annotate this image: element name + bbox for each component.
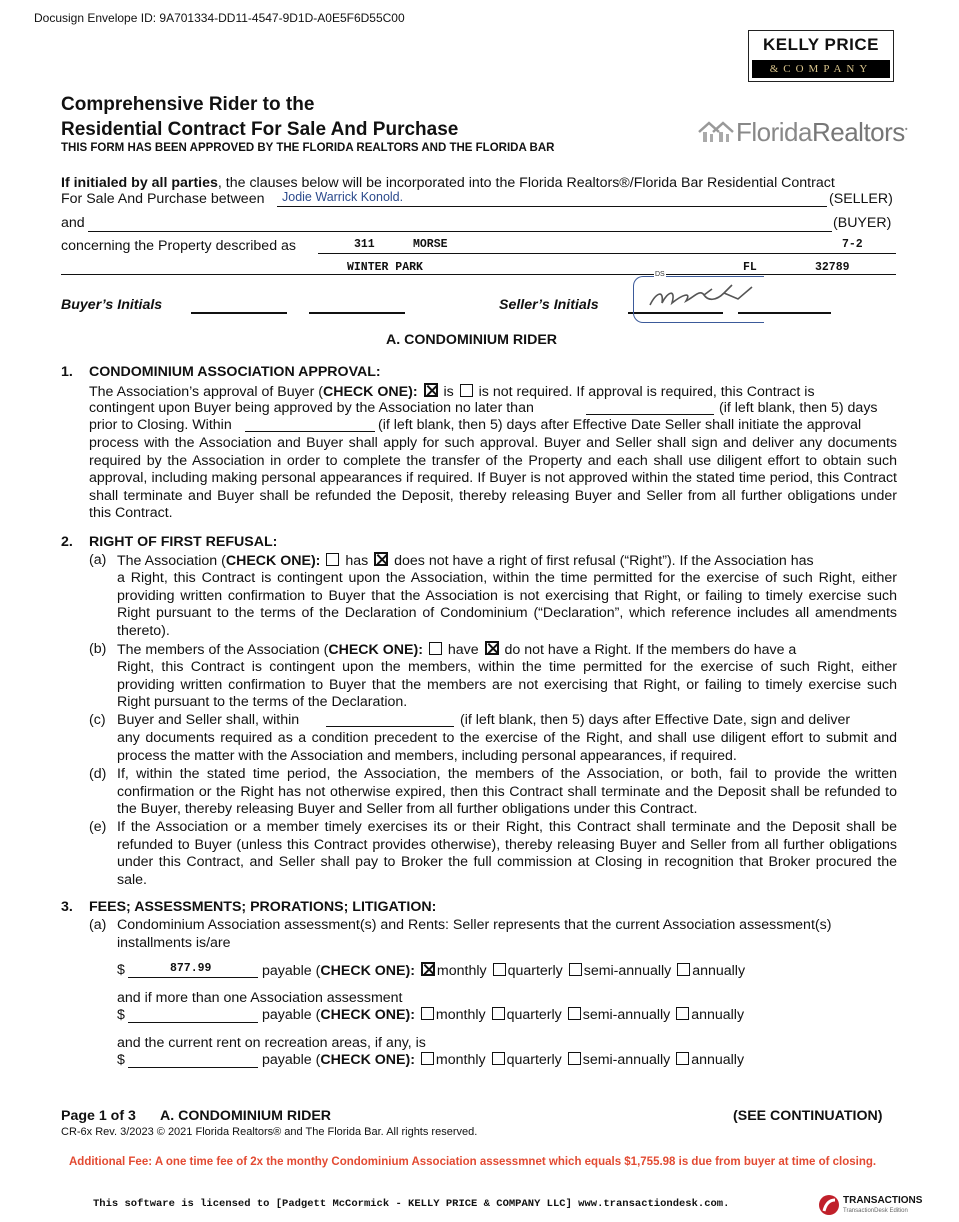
assessment2-amount-field[interactable] <box>128 1022 258 1023</box>
s1-title: CONDOMINIUM ASSOCIATION APPROVAL: <box>89 364 381 380</box>
s2a-l1c: has <box>345 553 369 569</box>
assessment1-monthly-checkbox[interactable] <box>421 962 435 976</box>
check-one-label: CHECK ONE): <box>320 1052 415 1068</box>
s3a-label: (a) <box>89 917 107 933</box>
buyer-initials-label: Buyer’s Initials <box>61 297 163 313</box>
s2b-l1a: The members of the Association ( <box>117 642 329 658</box>
assessment1-semiannual-checkbox[interactable] <box>569 963 582 976</box>
rec-semiannual-checkbox[interactable] <box>568 1052 581 1065</box>
intro-lead-bold: If initialed by all parties <box>61 175 218 191</box>
page-number: Page 1 of 3 <box>61 1108 136 1124</box>
s1-l2a: contingent upon Buyer being approved by the Association no later than <box>89 400 534 416</box>
intro-line-1 <box>61 175 835 193</box>
property-line-1[interactable] <box>318 253 896 254</box>
seller-tag: (SELLER) <box>829 191 893 207</box>
s1-l2b: (if left blank, then 5) days <box>719 400 878 416</box>
s2c-l1a: Buyer and Seller shall, within <box>117 712 300 728</box>
monthly-label: monthly <box>435 1052 486 1068</box>
s1-number: 1. <box>61 364 73 380</box>
assessment1-dollar: $ <box>117 962 125 978</box>
assessment1-amount: 877.99 <box>170 962 212 975</box>
kelly-price-logo-bottom: &COMPANY <box>752 60 890 78</box>
s1-l3a: prior to Closing. Within <box>89 417 232 433</box>
s2a-body: a Right, this Contract is contingent upon the Association, within the time permitted for the exercise of such Right, either providing written confirmation to Buyer that the Association is not exercising that Right, or failing to timely exercise such Right pursuant to the terms of the Declaration of Condominium (“Declaration”, which reference includes all amendments thereto). <box>117 570 897 639</box>
and-label: and <box>61 215 85 231</box>
right-sign-deadline-field[interactable] <box>326 726 454 727</box>
more-than-one-label: and if more than one Association assessment <box>117 990 403 1006</box>
check-one-label: CHECK ONE): <box>320 1007 415 1023</box>
footer-rider: A. CONDOMINIUM RIDER <box>160 1108 332 1124</box>
rec-options <box>262 1052 744 1070</box>
payable-label: payable ( <box>262 963 321 979</box>
s2b-label: (b) <box>89 641 107 657</box>
quarterly-label: quarterly <box>506 1007 562 1023</box>
approval-notice: THIS FORM HAS BEEN APPROVED BY THE FLORIDA REALTORS AND THE FLORIDA BAR <box>61 142 555 154</box>
kelly-price-logo-top: KELLY PRICE <box>762 35 880 54</box>
members-no-right-checkbox[interactable] <box>485 641 499 655</box>
s2b-line-1 <box>117 641 796 660</box>
approval-deadline-field[interactable] <box>586 414 714 415</box>
property-state: FL <box>743 261 757 274</box>
intro-lead-rest: , the clauses below will be incorporated into the Florida Realtors®/Florida Bar Residential Contract <box>217 175 835 191</box>
title-line-2: Residential Contract For Sale And Purchase <box>61 119 459 140</box>
s1-l1a: The Association’s approval of Buyer ( <box>89 384 323 400</box>
s2a-line-1 <box>117 552 814 571</box>
property-unit: 7-2 <box>842 238 863 251</box>
payable-label: payable ( <box>262 1007 321 1023</box>
s2a-l1b: CHECK ONE): <box>225 553 321 569</box>
section-heading: A. CONDOMINIUM RIDER <box>386 332 558 348</box>
ds-tag: DS <box>655 271 665 278</box>
s2b-l1b: CHECK ONE): <box>328 642 423 658</box>
s2a-l1a: The Association ( <box>117 553 226 569</box>
quarterly-label: quarterly <box>507 963 563 979</box>
buyer-name-line[interactable] <box>88 231 832 232</box>
seller-name-line <box>277 206 827 207</box>
florida-realtors-part1: Florida <box>736 117 812 147</box>
s2c-body: any documents required as a condition precedent to the exercise of the Right, and shall use diligent effort to submit and process the matter with the Association and members, including personal appearances, if required. <box>117 730 897 764</box>
license-text: This software is licensed to [Padgett McCormick - KELLY PRICE & COMPANY LLC] www.transactiondesk.com. <box>93 1198 730 1210</box>
s1-body: process with the Association and Buyer shall apply for such approval. Buyer and Seller shall sign and deliver any documents required by the Association in order to complete the transfer of the Property and each shall use diligent effort to obtain such approval, including making personal appearances if required. If Buyer is not approved within the stated time period, this Contract shall terminate and Buyer shall be refunded the Deposit, thereby releasing Buyer and Seller from all further obligations under this Contract. <box>89 435 897 522</box>
s2d-label: (d) <box>89 766 107 782</box>
property-zip: 32789 <box>815 261 850 274</box>
rec-quarterly-checkbox[interactable] <box>492 1052 505 1065</box>
approval-required-checkbox[interactable] <box>424 383 438 397</box>
s3a-line-1: Condominium Association assessment(s) and Rents: Seller represents that the current Association assessment(s) <box>117 917 832 933</box>
rec-areas-label: and the current rent on recreation areas, if any, is <box>117 1035 426 1051</box>
assessment2-options <box>262 1007 744 1025</box>
florida-realtors-part2: Realtors <box>811 117 905 147</box>
between-label: For Sale And Purchase between <box>61 191 265 207</box>
approval-initiate-field[interactable] <box>245 431 375 432</box>
monthly-label: monthly <box>436 963 487 979</box>
annually-label: annually <box>692 963 746 979</box>
seller-initials-signature-icon <box>642 279 762 319</box>
property-line-2[interactable] <box>61 274 896 275</box>
s2c-label: (c) <box>89 712 106 728</box>
association-no-right-checkbox[interactable] <box>374 552 388 566</box>
see-continuation: (SEE CONTINUATION) <box>733 1108 883 1124</box>
annually-label: annually <box>691 1052 745 1068</box>
transactions-logo <box>843 1196 922 1216</box>
property-city: WINTER PARK <box>347 261 423 274</box>
property-number: 311 <box>354 238 375 251</box>
annually-label: annually <box>691 1007 745 1023</box>
docusign-initials-box[interactable] <box>633 271 764 323</box>
rec-annual-checkbox[interactable] <box>676 1052 689 1065</box>
s2e-body: If the Association or a member timely exercises its or their Right, this Contract shall terminate and the Deposit shall be refunded to Buyer (unless this Contract provides otherwise), thereby releasing Buyer and Seller from all further obligations under this Contract, and Seller shall pay to Broker the full commission at Closing in recognition that Broker procured the sale. <box>117 819 897 888</box>
s2a-l1d: does not have a right of first refusal (“Right”). If the Association has <box>394 553 814 569</box>
s2b-l1d: do not have a Right. If the members do have a <box>504 642 797 658</box>
s2c-l1b: (if left blank, then 5) days after Effective Date, sign and deliver <box>460 712 851 728</box>
assessment1-options <box>262 962 745 981</box>
s2b-l1c: have <box>447 642 479 658</box>
transactions-logo-sub: TransactionDesk Edition <box>843 1208 908 1214</box>
s1-line-2 <box>89 400 534 418</box>
seller-initials-label: Seller’s Initials <box>499 297 599 313</box>
s2b-body: Right, this Contract is contingent upon the members, within the time permitted for the exercise of such Right, either providing written confirmation to Buyer that the members are not exercising that Right, or failing to timely exercise such Right pursuant to the terms of the Declaration. <box>117 659 897 711</box>
seller-name[interactable]: Jodie Warrick Konold. <box>282 190 404 204</box>
quarterly-label: quarterly <box>506 1052 562 1068</box>
members-have-right-checkbox[interactable] <box>429 642 442 655</box>
semi-label: semi-annually <box>583 963 672 979</box>
assessment1-quarterly-checkbox[interactable] <box>493 963 506 976</box>
assessment2-annual-checkbox[interactable] <box>676 1007 689 1020</box>
s1-l3b: (if left blank, then 5) days after Effective Date Seller shall initiate the approval <box>378 417 862 433</box>
s1-l1d: is not required. If approval is required, this Contract is <box>478 384 815 400</box>
s3-title: FEES; ASSESSMENTS; PRORATIONS; LITIGATION: <box>89 899 437 915</box>
s2a-label: (a) <box>89 552 107 568</box>
transactions-logo-text: TRANSACTIONS <box>843 1195 923 1206</box>
rec-dollar: $ <box>117 1052 125 1068</box>
s2d-body: If, within the stated time period, the Association, the members of the Association, or both, fail to provide the written confirmation or the Right has not otherwise expired, then this Contract shall terminate and the Deposit shall be refunded to the Buyer, thereby releasing Buyer and Seller from all further obligations under this Contract. <box>117 766 897 818</box>
s2-number: 2. <box>61 534 73 550</box>
assessment2-quarterly-checkbox[interactable] <box>492 1007 505 1020</box>
assessment2-monthly-checkbox[interactable] <box>421 1007 434 1020</box>
assessment2-semiannual-checkbox[interactable] <box>568 1007 581 1020</box>
buyer-initials-field-2[interactable] <box>309 312 405 314</box>
s1-l1b: CHECK ONE): <box>322 384 418 400</box>
semi-label: semi-annually <box>582 1052 671 1068</box>
s3-number: 3. <box>61 899 73 915</box>
semi-label: semi-annually <box>582 1007 671 1023</box>
florida-realtors-logo: FloridaRealtors• <box>696 117 907 148</box>
s3a-line-2: installments is/are <box>117 935 231 951</box>
title-line-1: Comprehensive Rider to the <box>61 94 315 115</box>
revision-copyright: CR-6x Rev. 3/2023 © 2021 Florida Realtors® and The Florida Bar. All rights reserved. <box>61 1126 478 1138</box>
property-street: MORSE <box>413 238 448 251</box>
docusign-envelope-id: Docusign Envelope ID: 9A701334-DD11-4547-9D1D-A0E5F6D55C00 <box>34 11 405 25</box>
assessment2-dollar: $ <box>117 1007 125 1023</box>
payable-label: payable ( <box>262 1052 321 1068</box>
concerning-label: concerning the Property described as <box>61 238 297 254</box>
assessment1-amount-field[interactable] <box>128 977 258 978</box>
s1-line-1 <box>89 383 815 402</box>
association-has-right-checkbox[interactable] <box>326 553 339 566</box>
transactions-logo-icon <box>817 1194 841 1221</box>
buyer-initials-field-1[interactable] <box>191 312 287 314</box>
additional-fee-note: Additional Fee: A one time fee of 2x the monthy Condominium Association assessmnet which equals $1,755.98 is due from buyer at time of closing. <box>69 1156 877 1168</box>
assessment1-annual-checkbox[interactable] <box>677 963 690 976</box>
s2e-label: (e) <box>89 819 107 835</box>
s2-title: RIGHT OF FIRST REFUSAL: <box>89 534 278 550</box>
rec-amount-field[interactable] <box>128 1067 258 1068</box>
approval-not-required-checkbox[interactable] <box>460 384 473 397</box>
rec-monthly-checkbox[interactable] <box>421 1052 434 1065</box>
s1-l1c: is <box>443 384 454 400</box>
house-icon <box>696 119 736 145</box>
monthly-label: monthly <box>435 1007 486 1023</box>
kelly-price-logo <box>748 30 894 82</box>
buyer-tag: (BUYER) <box>833 215 892 231</box>
check-one-label: CHECK ONE): <box>320 963 415 979</box>
